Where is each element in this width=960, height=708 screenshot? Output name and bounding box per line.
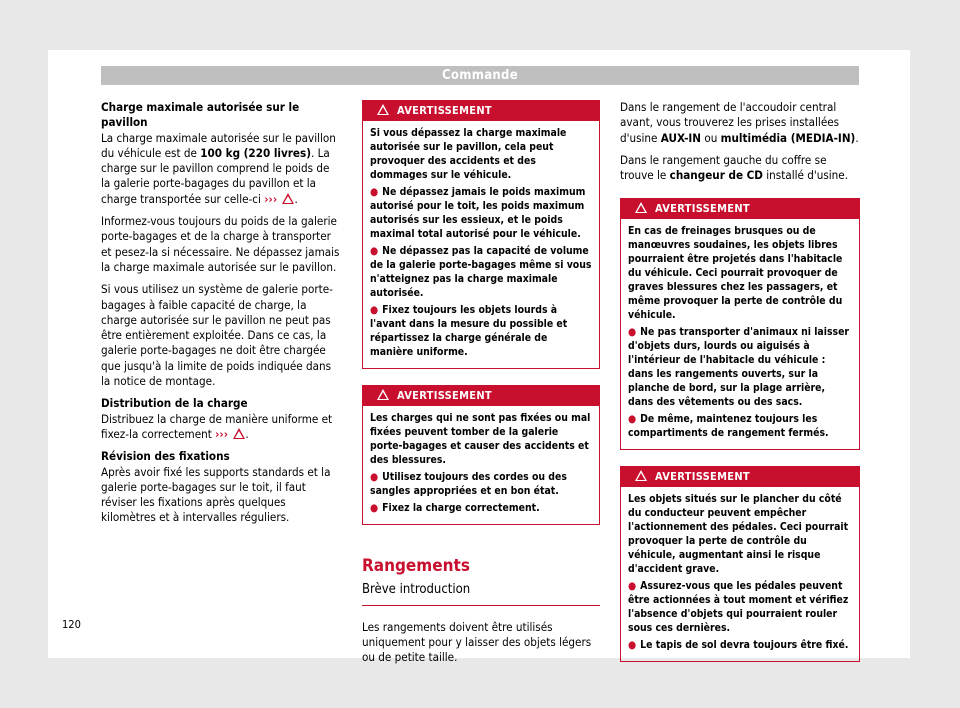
- paragraph-low-capacity: Si vous utilisez un système de galerie porte-bagages à faible capacité de charge, la charge autorisée sur le pavillon ne peut pas être entièrement exploitée. Dans ce cas, la galerie porte-bagages ne doit être chargée que jusqu'à la limite de poids indiquée dans la notice de montage.: [101, 282, 333, 389]
- warning-triangle-icon[interactable]: [233, 428, 245, 439]
- ref-arrow[interactable]: ›››: [215, 426, 229, 441]
- paragraph-storage-intro: Les rangements doivent être utilisés uniquement pour y laisser des objets légers ou de petite taille.: [362, 619, 592, 665]
- warning-triangle-icon: [635, 470, 647, 481]
- page-number: 120: [62, 618, 81, 631]
- bullet-icon: ●: [370, 304, 379, 316]
- heading-fixation-check: Révision des fixations: [101, 449, 230, 464]
- paragraph-roof-load: La charge maximale autorisée sur le pavillon du véhicule est de 100 kg (220 livres). La charge sur le pavillon comprend le poids de la galerie porte-bagages du pavillon et la charge transportée sur celle-ci ››› .: [101, 130, 336, 206]
- warning-header: AVERTISSEMENT: [621, 467, 859, 487]
- warning-triangle-icon: [635, 202, 647, 213]
- list-item: ● Assurez-vous que les pédales peuvent être actionnées à tout moment et vérifiez l'absence d'objets qui pourraient rouler sous ces dernières.: [628, 580, 849, 635]
- heading-roof-load: Charge maximale autorisée sur le pavillon: [101, 100, 300, 130]
- list-item: ● Ne dépassez pas la capacité de volume de la galerie porte-bagages même si vous n'atteignez pas la charge maximale autorisée.: [370, 245, 592, 299]
- list-item: ● Fixez la charge correctement.: [370, 502, 540, 514]
- list-item: ● De même, maintenez toujours les compartiments de rangement fermés.: [628, 413, 829, 440]
- bullet-icon: ●: [370, 245, 379, 257]
- bullet-icon: ●: [370, 471, 379, 483]
- list-item: ● Ne dépassez jamais le poids maximum autorisé pour le toit, les poids maximum autorisés sur les essieux, et le poids maximal total autorisé pour le véhicule.: [370, 186, 586, 240]
- column-left: [101, 100, 341, 533]
- paragraph-armrest-storage: Dans le rangement de l'accoudoir central avant, vous trouverez les prises installées d'usine AUX-IN ou multimédia (MEDIA-IN).: [620, 100, 859, 145]
- warning-triangle-icon[interactable]: [282, 193, 294, 204]
- column-right: [620, 100, 860, 662]
- heading-load-distribution: Distribution de la charge: [101, 396, 248, 411]
- list-item: ● Utilisez toujours des cordes ou des sangles appropriées et en bon état.: [370, 471, 567, 497]
- warning-box-loose-loads: AVERTISSEMENT Les charges qui ne sont pas fixées ou mal fixées peuvent tomber de la galerie porte-bagages et causer des accidents et des blessures. ● Utilisez toujours des cordes ou des sangles appropriées et en bon état. ● Fixez la charge correctement.: [362, 385, 600, 525]
- bullet-icon: ●: [370, 502, 379, 514]
- ref-arrow[interactable]: ›››: [264, 191, 278, 206]
- warning-triangle-icon: [377, 104, 389, 115]
- section-subtitle: Brève introduction: [362, 582, 600, 605]
- warning-box-pedals: AVERTISSEMENT Les objets situés sur le plancher du côté du conducteur peuvent empêcher l'actionnement des pédales. Ceci pourrait provoquer la perte de contrôle du véhicule, augmentant ainsi le risque d'accident grave. ● Assurez-vous que les pédales peuvent être actionnées à tout moment et vérifiez l'absence d'objets qui pourraient rouler sous ces dernières. ● Le tapis de sol devra toujours être fixé.: [620, 466, 860, 662]
- warning-header: AVERTISSEMENT: [621, 199, 859, 219]
- bullet-icon: ●: [628, 413, 637, 426]
- bullet-icon: ●: [370, 186, 379, 198]
- bullet-icon: ●: [628, 639, 637, 652]
- bullet-icon: ●: [628, 326, 637, 339]
- paragraph-load-distribution: Distribuez la charge de manière uniforme et fixez-la correctement ››› .: [101, 411, 333, 441]
- warning-box-roof-load: AVERTISSEMENT Si vous dépassez la charge maximale autorisée sur le pavillon, cela peut provoquer des accidents et des dommages sur le véhicule. ● Ne dépassez jamais le poids maximum autorisé pour le toit, les poids maximum autorisés sur les essieux, et le poids maximal total autorisé pour le véhicule. ● Ne dépassez pas la capacité de volume de la galerie porte-bagages même si vous n'atteignez pas la charge maximale autorisée. ● Fixez toujours les objets lourds à l'avant dans la mesure du possible et répartissez la charge générale de manière uniforme.: [362, 100, 600, 369]
- warning-triangle-icon: [377, 389, 389, 400]
- paragraph-fixation-check: Après avoir fixé les supports standards et la galerie porte-bagages sur le toit, il faut réviser les fixations après quelques kilomètres et à intervalles réguliers.: [101, 464, 331, 525]
- list-item: ● Le tapis de sol devra toujours être fixé.: [628, 639, 849, 652]
- list-item: ● Ne pas transporter d'animaux ni laisser d'objets durs, lourds ou aiguisés à l'intérieur de l'habitacle du véhicule : dans les rangements ouverts, sur la planche de bord, sur la plage arrière, dans des vêtements ou des sacs.: [628, 326, 850, 409]
- warning-box-loose-objects: AVERTISSEMENT En cas de freinages brusques ou de manœuvres soudaines, les objets libres pourraient être projetés dans l'habitacle du véhicule. Ceci pourrait provoquer de graves blessures chez les passagers, et même provoquer la perte de contrôle du véhicule. ● Ne pas transporter d'animaux ni laisser d'objets durs, lourds ou aiguisés à l'intérieur de l'habitacle du véhicule : dans les rangements ouverts, sur la planche de bord, sur la plage arrière, dans des vêtements ou des sacs. ● De même, maintenez toujours les compartiments de rangement fermés.: [620, 198, 860, 450]
- paragraph-cd-changer: Dans le rangement gauche du coffre se trouve le changeur de CD installé d'usine.: [620, 152, 849, 183]
- warning-header: AVERTISSEMENT: [363, 386, 599, 406]
- bullet-icon: ●: [628, 580, 637, 593]
- paragraph-weight-info: Informez-vous toujours du poids de la galerie porte-bagages et de la charge à transporter et pesez-la si nécessaire. Ne dépassez jamais la charge maximale autorisée sur le pavillon.: [101, 214, 340, 274]
- list-item: ● Fixez toujours les objets lourds à l'avant dans la mesure du possible et répartissez la charge générale de manière uniforme.: [370, 304, 568, 358]
- column-middle: [362, 100, 600, 672]
- section-title: Rangements: [362, 556, 470, 576]
- page-header: Commande: [101, 66, 859, 85]
- warning-header: AVERTISSEMENT: [363, 101, 599, 121]
